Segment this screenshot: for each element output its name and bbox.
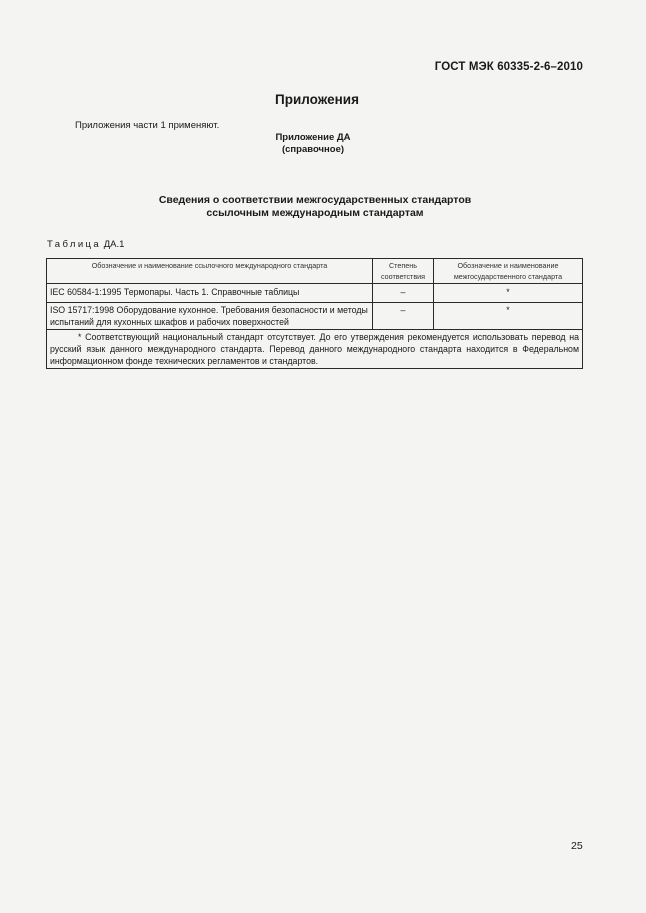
reference-table: [46, 258, 583, 369]
table-footnote: [47, 330, 583, 369]
column-header-interstate: Обозначение и наименование межгосударственного стандарта: [434, 259, 583, 284]
cell-degree: –: [373, 303, 434, 330]
appendix-heading: [0, 132, 626, 156]
table-header-row: [47, 259, 583, 284]
table-heading-line-1: Сведения о соответствии межгосударственных стандартов: [158, 194, 472, 206]
cell-interstate: *: [434, 303, 583, 330]
table-heading: [0, 194, 630, 220]
table-row: [47, 284, 583, 303]
table-heading-line-2: ссылочным международным стандартам: [206, 207, 424, 219]
cell-standard: IEC 60584-1:1995 Термопары. Часть 1. Справочные таблицы: [47, 284, 373, 303]
table-footnote-row: [47, 330, 583, 369]
column-header-international: Обозначение и наименование ссылочного международного стандарта: [47, 259, 373, 284]
table-caption-word: Таблица: [47, 239, 102, 250]
table-caption-number: ДА.1: [101, 239, 125, 250]
section-title: Приложения: [275, 92, 359, 107]
standard-code: ГОСТ МЭК 60335-2-6–2010: [434, 61, 583, 73]
table-caption: [47, 239, 124, 250]
intro-text: Приложения части 1 применяют.: [75, 120, 220, 131]
cell-degree: –: [373, 284, 434, 303]
appendix-kind: (справочное): [281, 144, 345, 155]
appendix-name: Приложение ДА: [275, 132, 351, 143]
cell-standard: ISO 15717:1998 Оборудование кухонное. Требования безопасности и методы испытаний для кухонных шкафов и рабочих поверхностей: [47, 303, 373, 330]
column-header-degree: Степень соответствия: [373, 259, 434, 284]
footnote-text: * Соответствующий национальный стандарт отсутствует. До его утверждения рекомендуется использовать перевод на русский язык данного международного стандарта. Перевод данного международного стандарта находится в Федеральном информационном фонде технических регламентов и стандартов.: [50, 332, 579, 366]
cell-interstate: *: [434, 284, 583, 303]
table-row: [47, 303, 583, 330]
page-number: 25: [571, 840, 583, 852]
